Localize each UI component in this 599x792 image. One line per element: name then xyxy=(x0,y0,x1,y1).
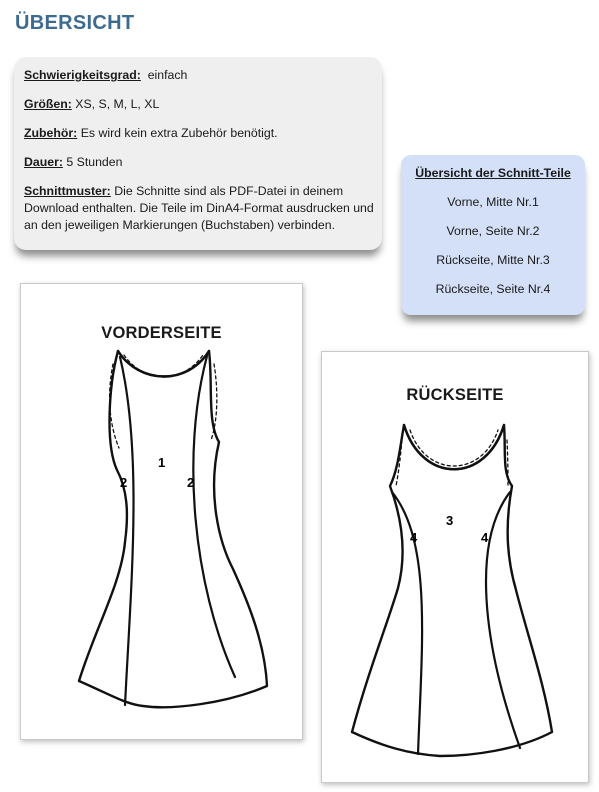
pattern-part-item: Vorne, Mitte Nr.1 xyxy=(447,195,539,209)
sizes-row xyxy=(24,96,382,113)
front-right-side-number: 2 xyxy=(187,475,195,490)
pattern-label: Schnittmuster: xyxy=(24,184,111,198)
difficulty-value: einfach xyxy=(147,68,188,82)
front-left-side-number: 2 xyxy=(120,475,128,490)
accessories-value: Es wird kein extra Zubehör benötigt. xyxy=(80,126,278,140)
back-center-number: 3 xyxy=(446,513,454,528)
back-dress-drawing xyxy=(322,352,588,782)
pattern-value: Die Schnitte sind als PDF-Datei in deinem Download enthalten. Die Teile im DinA4-Format ausdrucken und an den jeweiligen Markierungen (Buchstaben) verbinden. xyxy=(24,184,374,232)
accessories-row xyxy=(24,125,382,142)
pattern-parts-box xyxy=(401,155,585,315)
accessories-label: Zubehör: xyxy=(24,126,78,140)
sizes-value: XS, S, M, L, XL xyxy=(75,97,160,111)
front-center-number: 1 xyxy=(158,455,166,470)
back-left-side-number: 4 xyxy=(410,530,418,545)
front-dress-drawing xyxy=(21,284,302,739)
difficulty-row xyxy=(24,67,382,84)
back-view-sheet xyxy=(321,351,589,783)
difficulty-label: Schwierigkeitsgrad: xyxy=(24,68,141,82)
back-right-side-number: 4 xyxy=(481,530,489,545)
pattern-part-item: Rückseite, Seite Nr.4 xyxy=(435,282,551,296)
pattern-part-item: Vorne, Seite Nr.2 xyxy=(446,224,540,238)
back-view-label: RÜCKSEITE xyxy=(406,386,504,404)
pattern-part-item: Rückseite, Mitte Nr.3 xyxy=(436,253,550,267)
duration-row xyxy=(24,154,382,171)
duration-value: 5 Stunden xyxy=(66,155,123,169)
duration-label: Dauer: xyxy=(24,155,63,169)
pattern-row xyxy=(24,183,374,234)
front-view-sheet xyxy=(20,283,303,740)
pattern-parts-title: Übersicht der Schnitt-Teile xyxy=(415,166,571,180)
page-title: ÜBERSICHT xyxy=(15,12,135,34)
front-view-label: VORDERSEITE xyxy=(101,324,222,342)
info-box xyxy=(14,57,382,250)
sizes-label: Größen: xyxy=(24,97,72,111)
